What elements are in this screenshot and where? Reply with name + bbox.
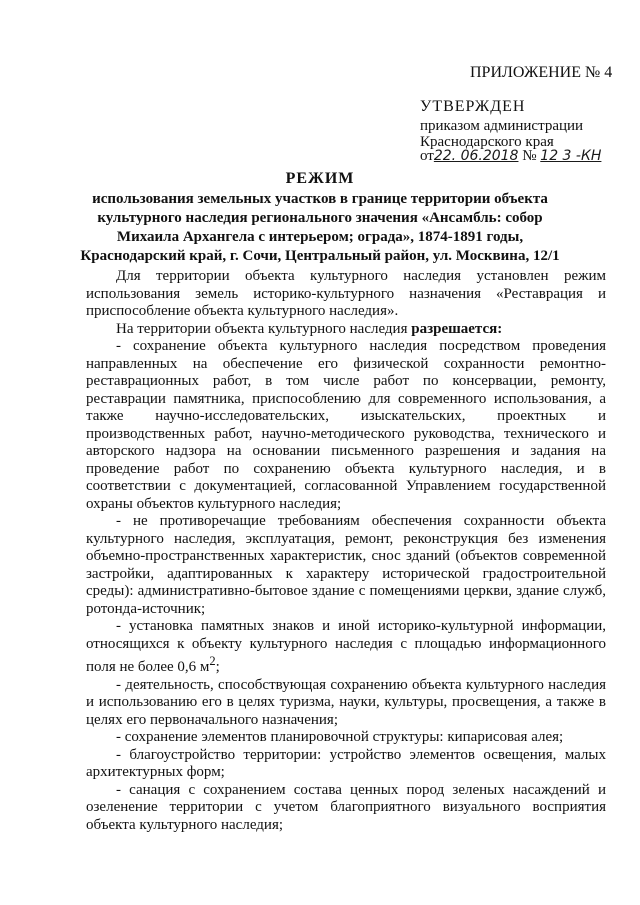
document-body (86, 268, 606, 834)
order-line (420, 148, 601, 165)
list-item-text: - установка памятных знаков и иной историко-культурной информации, относящихся к объекту культурного наследия с площадью информационного поля не более 0,6 м (86, 618, 606, 675)
list-item: - не противоречащие требованиям обеспечения сохранности объекта культурного наследия, эксплуатация, ремонт, реконструкция без изменения объемно-пространственных характеристик, снос зданий (объектов современной застройки, адаптированных к характеру исторической градостроительной среды): административно-бытовое здание с помещениями церкви, здание служб, ротонда-источник; (86, 513, 606, 617)
list-item: - благоустройство территории: устройство элементов освещения, малых архитектурных форм; (86, 746, 606, 780)
document-subtitle: использования земельных участков в границе территории объекта культурного наследия регионального значения «Ансамбль: собор Михаила Архангела с интерьером; ограда», 1874-1891 годы, Краснодарский край, г. Сочи, Центральный район, ул. Москвина, 12/1 (80, 191, 560, 264)
list-item: - санация с сохранением состава ценных пород зеленых насаждений и озеленение территории с учетом благоприятного визуального восприятия объекта культурного наследия; (86, 781, 606, 833)
list-item: - сохранение объекта культурного наследия посредством проведения направленных на обеспечение его физической сохранности ремонтно-реставрационных работ, в том числе работ по консервации, ремонту, реставрации памятника, приспособлению для современного использования, а также научно-исследовательских, изыскательских, проектных и производственных работ, научно-методического руководства, технического и авторского надзора на основании письменного разрешения и задания на проведение работ по сохранению объекта культурного наследия, и в соответствии с документацией, согласованной Управлением государственной охраны объектов культурного наследия; (86, 338, 606, 512)
superscript: 2 (209, 654, 216, 668)
permitted-heading (86, 321, 606, 339)
document-title: РЕЖИМ (285, 170, 355, 187)
permitted-bold: разрешается: (411, 320, 503, 337)
order-number-handwritten: 12 3 -КН (540, 148, 602, 164)
intro-paragraph: Для территории объекта культурного наследия установлен режим использования земель историко-культурного назначения «Реставрация и приспособление объекта культурного наследия». (86, 268, 606, 319)
appendix-label: ПРИЛОЖЕНИЕ № 4 (470, 64, 613, 81)
order-number-label: № (522, 148, 537, 164)
list-item: - деятельность, способствующая сохранению объекта культурного наследия и использованию его в целях туризма, науки, культуры, просвещения, а также в целях его первоначального назначения; (86, 676, 606, 728)
order-prefix: от (420, 148, 434, 164)
permitted-prefix: На территории объекта культурного наследия (116, 320, 412, 337)
list-item (86, 618, 606, 677)
approved-line-2: Краснодарского края (420, 134, 554, 150)
order-date-handwritten: 22. 06.2018 (433, 148, 519, 164)
approved-heading: УТВЕРЖДЕН (420, 98, 526, 115)
approved-line-1: приказом администрации (420, 118, 584, 134)
list-item-end: ; (215, 659, 220, 675)
list-item: - сохранение элементов планировочной структуры: кипарисовая алея; (116, 729, 564, 745)
